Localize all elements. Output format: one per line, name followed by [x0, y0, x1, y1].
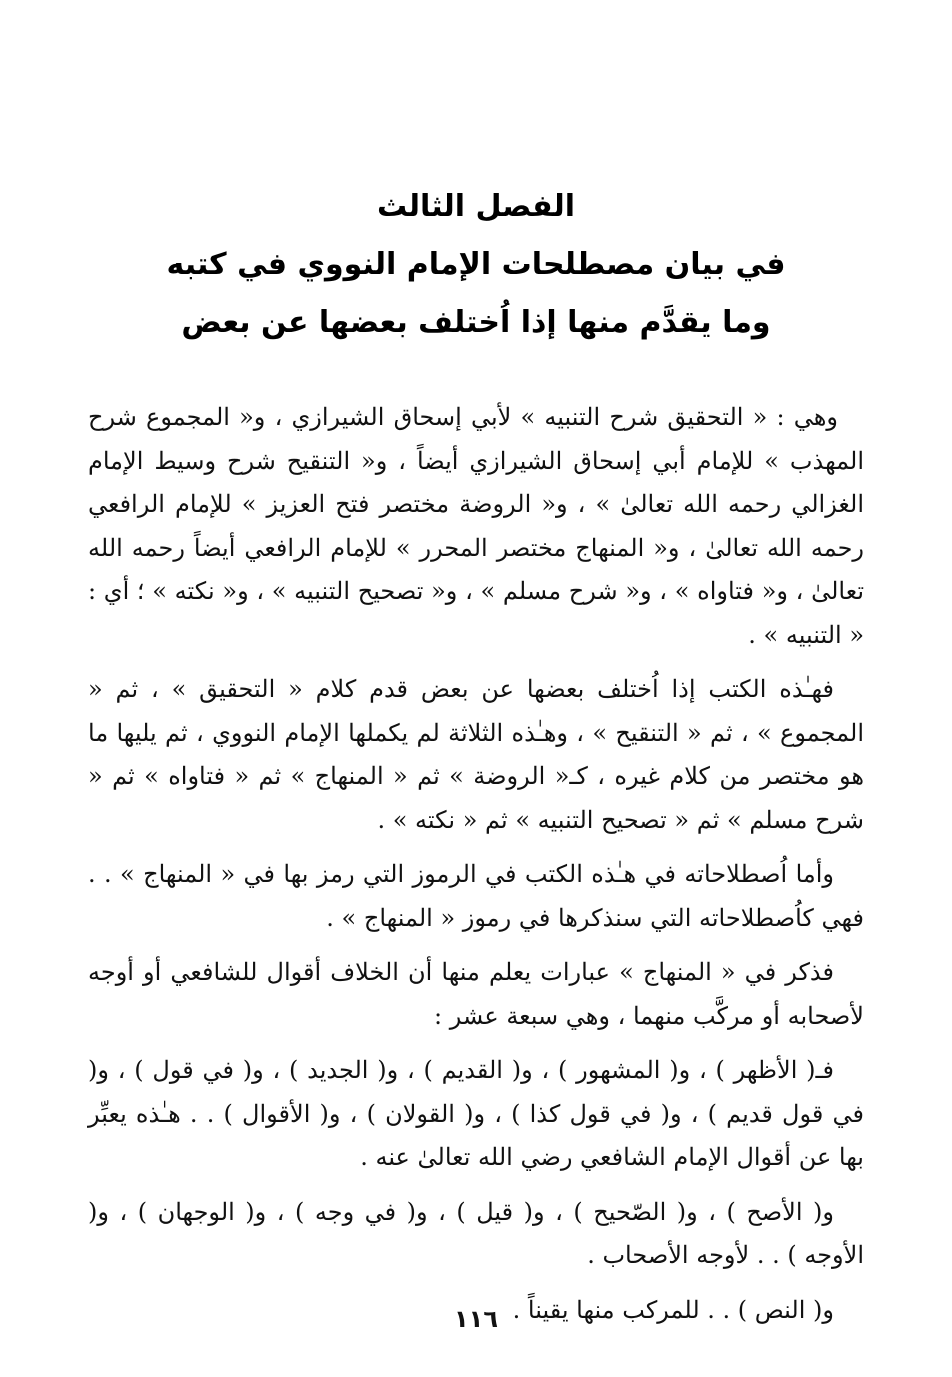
paragraph-companions-views: و( الأصح ) ، و( الصّحيح ) ، و( قيل ) ، و( في وجه ) ، و( الوجهان ) ، و( الأوجه ) . . لأوجه الأصحاب .: [88, 1197, 864, 1269]
paragraph-expressions-intro: فذكر في « المنهاج » عبارات يعلم منها أن الخلاف أقوال للشافعي أو أوجه لأصحابه أو مركَّب منهما ، وهي سبعة عشر :: [88, 958, 864, 1030]
paragraph-precedence: فهـٰذه الكتب إذا اُختلف بعضها عن بعض قدم كلام « التحقيق » ، ثم « المجموع » ، ثم « التنقيح » ، وهـٰذه الثلاثة لم يكملها الإمام النووي ، ثم يليها ما هو مختصر من كلام غيره ، كـ« الروضة » ثم « المنهاج » ثم « فتاواه » ثم « شرح مسلم » ثم « تصحيح التنبيه » ثم « نكته » .: [88, 675, 864, 834]
paragraph-text: و( النص ) . . للمركب منها يقيناً .: [512, 1295, 834, 1324]
chapter-subtitle-line-2: وما يقدَّم منها إذا اُختلف بعضها عن بعض: [181, 305, 771, 340]
chapter-subtitle-line-1: في بيان مصطلحات الإمام النووي في كتبه: [166, 247, 786, 282]
chapter-title: الفصل الثالث: [376, 189, 575, 224]
paragraph-terminology: وأما اُصطلاحاته في هـٰذه الكتب في الرموز التي رمز بها في « المنهاج » . . فهي كاُصطلاحاته التي سنذكرها في رموز « المنهاج » .: [88, 860, 864, 932]
paragraph-shafii-sayings: فـ( الأظهر ) ، و( المشهور ) ، و( القديم ) ، و( الجديد ) ، و( في قول ) ، و( في قول قديم ) ، و( في قول كذا ) ، و( القولان ) ، و( الأقوال ) . . هـٰذه يعبِّر بها عن أقوال الإمام الشافعي رضي الله تعالىٰ عنه .: [88, 1056, 864, 1171]
body-text: [88, 396, 864, 1343]
chapter-heading: [0, 178, 952, 352]
paragraph-books-list: وهي : « التحقيق شرح التنبيه » لأبي إسحاق الشيرازي ، و« المجموع شرح المهذب » للإمام أبي إسحاق الشيرازي أيضاً ، و« التنقيح شرح وسيط الإمام الغزالي رحمه الله تعالىٰ » ، و« الروضة مختصر فتح العزيز » للإمام الرافعي رحمه الله تعالىٰ ، و« المنهاج مختصر المحرر » للإمام الرافعي أيضاً رحمه الله تعالىٰ ، و« فتاواه » ، و« شرح مسلم » ، و« تصحيح التنبيه » ، و« نكته » ؛ أي : « التنبيه » .: [88, 403, 864, 649]
page-number: ١١٦: [454, 1305, 498, 1333]
